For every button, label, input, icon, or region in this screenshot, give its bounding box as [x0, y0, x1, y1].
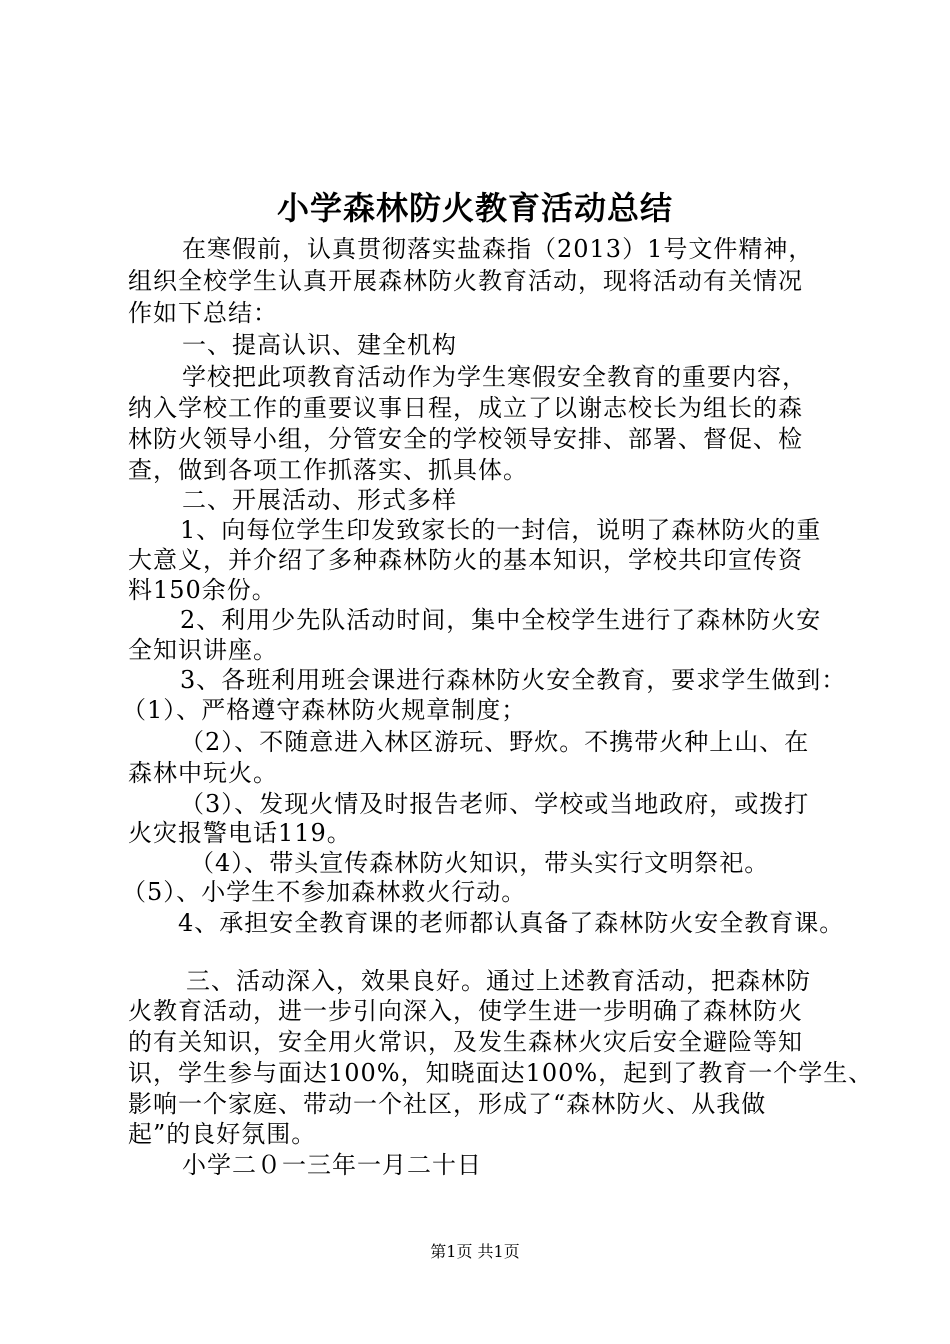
body-line: 火灾报警电话119。 — [128, 819, 352, 847]
signature-date: 小学二０一三年一月二十日 — [182, 1151, 482, 1179]
body-line: 森林中玩火。 — [128, 759, 278, 787]
body-line: 3、各班利用班会课进行森林防火安全教育，要求学生做到： — [180, 666, 847, 694]
body-line: （2）、不随意进入林区游玩、野炊。不携带火种上山、在 — [180, 728, 810, 756]
section-heading: 三、活动深入，效果良好。通过上述教育活动，把森林防 — [186, 967, 811, 995]
body-line: 大意义，并介绍了多种森林防火的基本知识，学校共印宣传资 — [128, 546, 803, 574]
body-line: 林防火领导小组，分管安全的学校领导安排、部署、督促、检 — [128, 425, 803, 453]
body-line: 4、承担安全教育课的老师都认真备了森林防火安全教育课。 — [178, 909, 845, 937]
body-line: 的有关知识，安全用火常识，及发生森林火灾后安全避险等知 — [128, 1028, 803, 1056]
body-line: 学校把此项教育活动作为学生寒假安全教育的重要内容， — [182, 363, 807, 391]
section-heading: 一、提高认识、建全机构 — [182, 331, 457, 359]
body-line: （1）、严格遵守森林防火规章制度； — [122, 696, 527, 724]
body-line: 纳入学校工作的重要议事日程，成立了以谢志校长为组长的森 — [128, 394, 803, 422]
body-line: 影响一个家庭、带动一个社区，形成了“森林防火、从我做 — [128, 1090, 767, 1118]
body-line: 查，做到各项工作抓落实、抓具体。 — [128, 456, 528, 484]
body-line: 料150余份。 — [128, 576, 277, 604]
page-title: 小学森林防火教育活动总结 — [276, 189, 673, 227]
body-line: （5）、小学生不参加森林救火行动。 — [122, 878, 527, 906]
body-line: 识，学生参与面达100%，知晓面达100%，起到了教育一个学生、 — [128, 1059, 874, 1087]
body-line: 全知识讲座。 — [128, 636, 278, 664]
section-heading: 二、开展活动、形式多样 — [182, 486, 457, 514]
body-line: 在寒假前，认真贯彻落实盐森指（2013）1号文件精神， — [182, 235, 814, 263]
body-line: 火教育活动，进一步引向深入，使学生进一步明确了森林防火 — [128, 997, 803, 1025]
body-line: 起”的良好氛围。 — [128, 1120, 317, 1148]
body-line: 作如下总结： — [128, 299, 278, 327]
body-line: （4）、带头宣传森林防火知识，带头实行文明祭祀。 — [190, 849, 770, 877]
body-line: （3）、发现火情及时报告老师、学校或当地政府，或拨打 — [180, 790, 810, 818]
body-line: 1、向每位学生印发致家长的一封信，说明了森林防火的重 — [180, 516, 822, 544]
body-line: 2、利用少先队活动时间，集中全校学生进行了森林防火安 — [180, 606, 822, 634]
page-footer: 第1页 共1页 — [430, 1242, 520, 1261]
body-line: 组织全校学生认真开展森林防火教育活动，现将活动有关情况 — [128, 267, 803, 295]
